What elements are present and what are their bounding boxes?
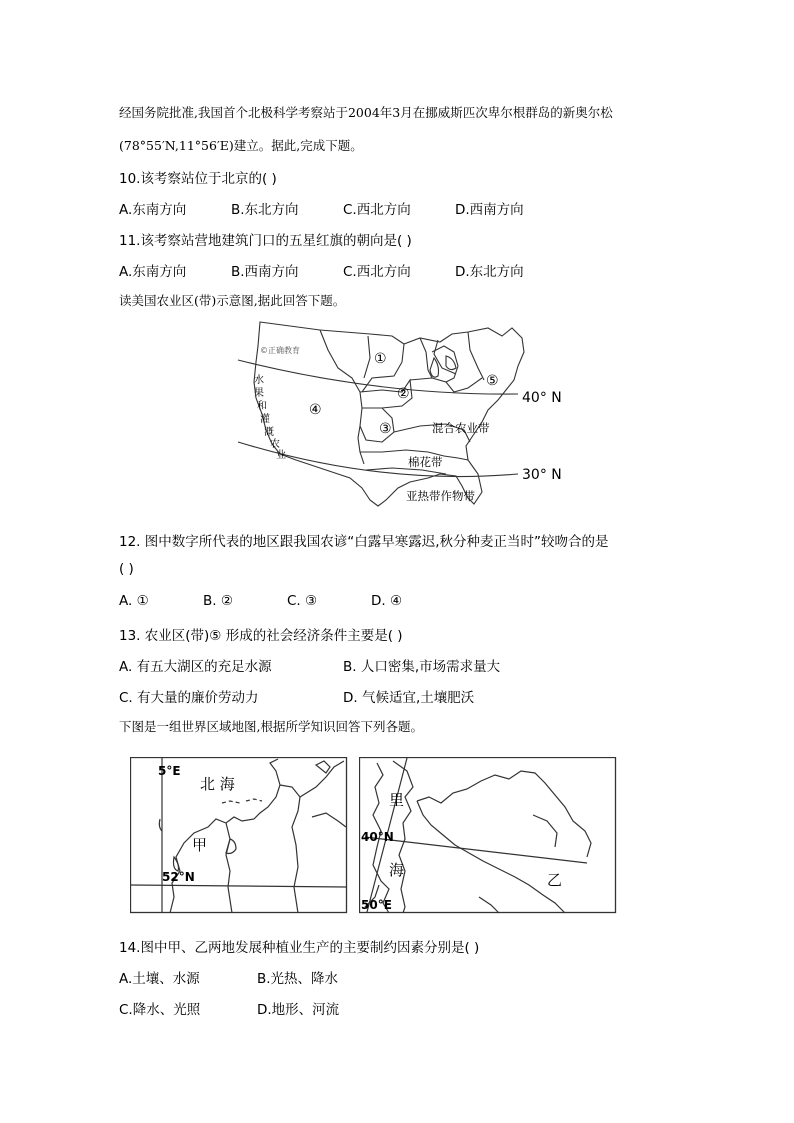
region-3-label: ③	[379, 421, 392, 437]
left-map-latitude-label: 52°N	[162, 870, 195, 884]
fruit-label-char-1: 水	[254, 375, 264, 386]
q12-option-d: D. ④	[371, 593, 403, 609]
region-4-label: ④	[309, 402, 322, 418]
q11-option-c: C.西北方向	[343, 264, 411, 280]
right-map-longitude-label: 50°E	[361, 898, 392, 912]
q10-option-b: B.东北方向	[231, 202, 299, 218]
q11-stem: 11.该考察站营地建筑门口的五星红旗的朝向是( )	[119, 233, 412, 249]
fruit-label-char-6: 农	[270, 439, 280, 450]
q12-option-a: A. ①	[119, 593, 149, 609]
q11-option-b: B.西南方向	[231, 264, 299, 280]
q13-option-a: A. 有五大湖区的充足水源	[119, 659, 272, 675]
subtropical-belt-label: 亚热带作物带	[406, 489, 475, 503]
q11-option-a: A.东南方向	[119, 264, 187, 280]
place-yi-label: 乙	[547, 871, 563, 889]
intro-line-2: (78°55′N,11°56′E)建立。据此,完成下题。	[119, 138, 363, 153]
q13-option-c: C. 有大量的廉价劳动力	[119, 690, 259, 706]
q11-option-d: D.东北方向	[455, 264, 524, 280]
q14-option-b: B.光热、降水	[257, 971, 339, 987]
intro-3: 下图是一组世界区域地图,根据所学知识回答下列各题。	[119, 719, 423, 734]
latitude-30-label: 30° N	[522, 467, 562, 483]
q13-stem: 13. 农业区(带)⑤ 形成的社会经济条件主要是( )	[119, 628, 403, 644]
map-north-sea	[130, 757, 348, 914]
q10-option-c: C.西北方向	[343, 202, 411, 218]
map-caspian-sea	[359, 757, 617, 914]
us-map-watermark: ©正确教育	[260, 346, 300, 355]
cotton-belt-label: 棉花带	[408, 455, 443, 469]
q10-stem: 10.该考察站位于北京的( )	[119, 171, 277, 187]
q14-option-d: D.地形、河流	[257, 1002, 340, 1018]
q14-option-a: A.土壤、水源	[119, 971, 200, 987]
q10-option-a: A.东南方向	[119, 202, 187, 218]
fruit-label-char-2: 果	[254, 388, 264, 399]
q12-stem: 12. 图中数字所代表的地区跟我国农谚“白露早寒露迟,秋分种麦正当时”较吻合的是	[119, 534, 609, 550]
fruit-label-char-7: 业	[276, 450, 286, 461]
fruit-label-char-4: 灌	[260, 414, 270, 425]
q14-option-c: C.降水、光照	[119, 1002, 201, 1018]
caspian-sea-label-1: 里	[389, 791, 405, 809]
q13-option-b: B. 人口密集,市场需求量大	[343, 659, 501, 675]
q14-stem: 14.图中甲、乙两地发展种植业生产的主要制约因素分别是( )	[119, 940, 480, 956]
place-jia-label: 甲	[192, 836, 208, 854]
q12-option-b: B. ②	[203, 593, 233, 609]
intro-2: 读美国农业区(带)示意图,据此回答下题。	[119, 293, 346, 308]
north-sea-label: 北 海	[200, 775, 235, 793]
left-map-longitude-label: 5°E	[158, 764, 181, 778]
mixed-farming-belt-label: 混合农业带	[432, 421, 490, 435]
q12-paren: ( )	[119, 561, 134, 577]
latitude-40-label: 40° N	[522, 390, 562, 406]
intro-line-1: 经国务院批准,我国首个北极科学考察站于2004年3月在挪威斯匹次卑尔根群岛的新奥尔松	[119, 105, 613, 120]
caspian-sea-label-2: 海	[389, 861, 405, 879]
region-2-label: ②	[397, 386, 410, 402]
right-map-latitude-label: 40°N	[361, 830, 394, 844]
us-agriculture-map	[232, 318, 572, 510]
region-5-label: ⑤	[486, 373, 499, 389]
fruit-label-char-5: 溉	[264, 427, 274, 438]
q12-option-c: C. ③	[287, 593, 318, 609]
q10-option-d: D.西南方向	[455, 202, 524, 218]
region-1-label: ①	[374, 351, 387, 367]
fruit-label-char-3: 和	[257, 401, 267, 412]
q13-option-d: D. 气候适宜,土壤肥沃	[343, 690, 475, 706]
